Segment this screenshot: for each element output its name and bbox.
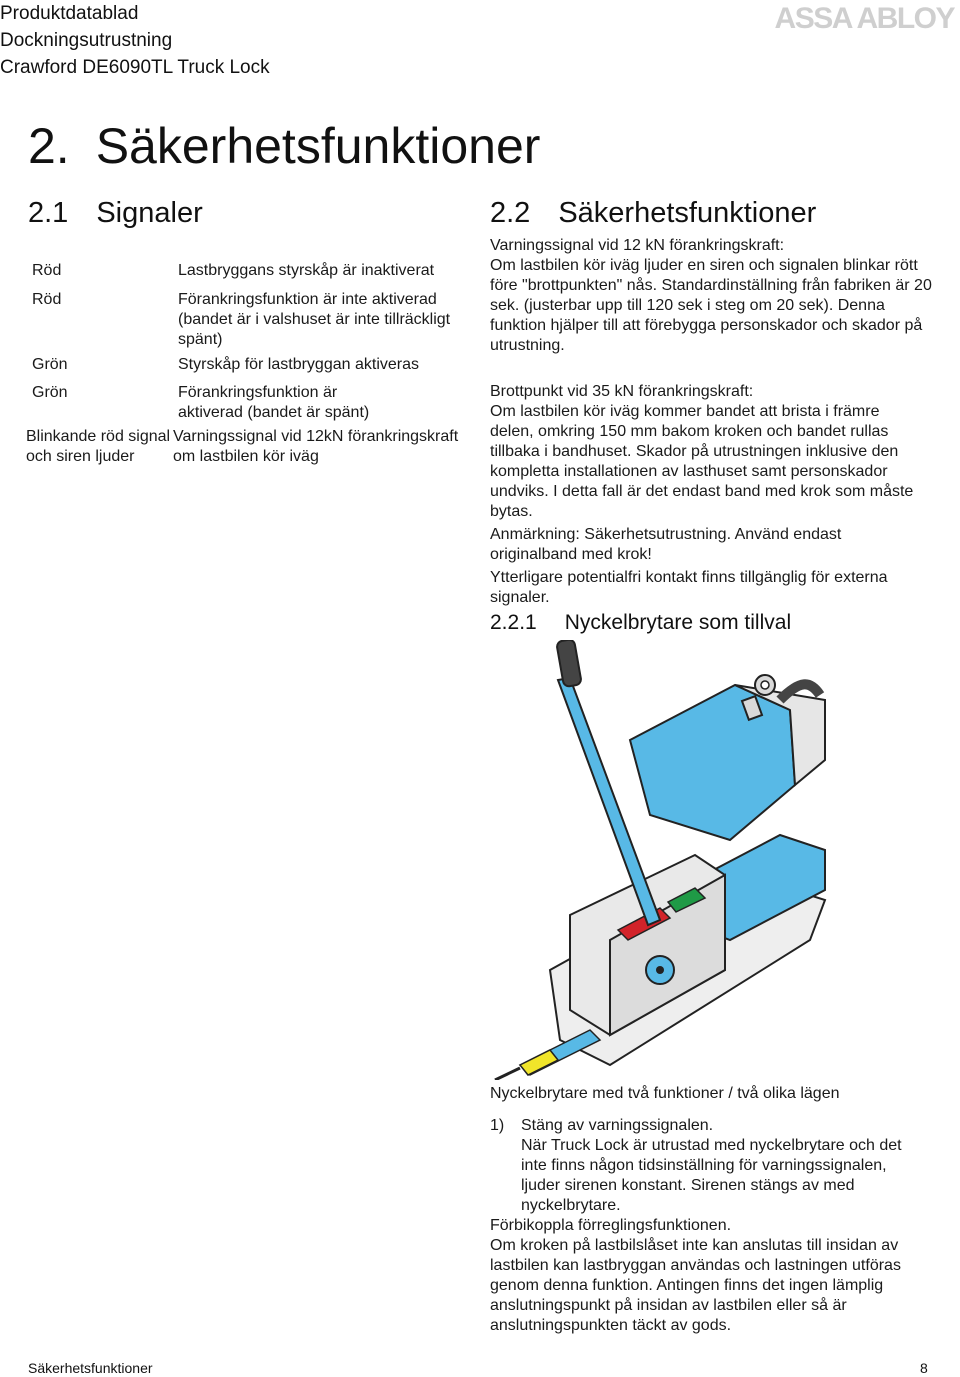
footer-section: Säkerhetsfunktioner xyxy=(28,1360,153,1376)
keyswitch-heading xyxy=(490,610,791,636)
safety-body xyxy=(490,236,938,608)
warning-text: Om lastbilen kör iväg ljuder en siren och signalen blinkar rött före "brottpunkten" nås. Standardinställning från fabriken är 20 sek. (justerbar upp till 120 sek i steg om 20 sek). Denna funktion hjälper till att förebygga personskador och skador på utrustning. xyxy=(490,257,932,354)
safety-number: 2.2 xyxy=(490,197,531,229)
item-title: Stäng av varningssignalen. xyxy=(521,1117,714,1134)
section-title: Säkerhetsfunktioner xyxy=(95,118,541,174)
keyswitch-number: 2.2.1 xyxy=(490,611,537,634)
signal-text: Förankringsfunktion är inte aktiverad (bandet är i valshuset är inte tillräckligt spänt) xyxy=(178,291,451,348)
handle-pole xyxy=(558,678,660,925)
signal-label: Grön xyxy=(32,356,68,373)
keyswitch-body xyxy=(490,1084,938,1336)
signal-label: Blinkande röd signal och siren ljuder xyxy=(26,428,171,465)
warning-title: Varningssignal vid 12 kN förankringskraft: xyxy=(490,237,785,254)
keyswitch-caption: Nyckelbrytare med två funktioner / två olika lägen xyxy=(490,1085,840,1102)
signal-label: Röd xyxy=(32,262,62,279)
signal-label: Grön xyxy=(32,384,68,401)
keyswitch-item-1 xyxy=(490,1116,938,1216)
upper-housing xyxy=(630,685,795,840)
page-title xyxy=(28,118,540,174)
break-title: Brottpunkt vid 35 kN förankringskraft: xyxy=(490,383,754,400)
break-text: Om lastbilen kör iväg kommer bandet att brista i främre delen, omkring 150 mm bakom kroken och bandet rullas tillbaka i bandhuset. Skador på utrustningen inklusive den kompletta installationen av lasthuset samt personskador undviks. I detta fall är det endast band med krok som måste bytas. xyxy=(490,403,914,520)
safety-heading xyxy=(490,196,816,230)
section-number: 2. xyxy=(28,118,70,174)
hook xyxy=(495,1068,520,1080)
signal-text: Lastbryggans styrskåp är inaktiverat xyxy=(178,262,435,279)
signal-label: Röd xyxy=(32,291,62,308)
header-line-1: Produktdatablad xyxy=(0,3,139,24)
signals-title: Signaler xyxy=(96,197,203,229)
truck-lock-illustration xyxy=(480,640,840,1080)
signals-number: 2.1 xyxy=(28,197,69,229)
header-line-3: Crawford DE6090TL Truck Lock xyxy=(0,57,270,78)
safety-extra: Ytterligare potentialfri kontakt finns tillgänglig för externa signaler. xyxy=(490,569,888,606)
footer-page-number: 8 xyxy=(920,1360,928,1376)
safety-note: Anmärkning: Säkerhetsutrustning. Använd endast originalband med krok! xyxy=(490,526,842,563)
item-text: När Truck Lock är utrustad med nyckelbrytare och det inte finns någon tidsinställning för varningssignalen, ljuder sirenen konstant. Sirenen stängs av med nyckelbrytare. xyxy=(521,1137,902,1214)
bypass-text: Om kroken på lastbilslåset inte kan anslutas till insidan av lastbilen kan lastbryggan användas och lastningen utföras genom denna funktion. Antingen finns det ingen lämplig anslutningspunkt på insidan av lastbilen eller så är anslutningspunkten täckt av gods. xyxy=(490,1237,901,1334)
signal-text: Styrskåp för lastbryggan aktiveras xyxy=(178,356,419,373)
brand-logo: ASSA ABLOY xyxy=(774,2,954,35)
safety-title: Säkerhetsfunktioner xyxy=(558,197,817,229)
header-line-2: Dockningsutrustning xyxy=(0,30,173,51)
signal-text: Varningssignal vid 12kN förankringskraft om lastbilen kör iväg xyxy=(173,428,459,465)
document-header xyxy=(0,0,270,81)
signals-heading xyxy=(28,196,203,230)
bypass-title: Förbikoppla förreglingsfunktionen. xyxy=(490,1217,732,1234)
signal-text: Förankringsfunktion är aktiverad (bandet är spänt) xyxy=(178,384,370,421)
keyswitch-title: Nyckelbrytare som tillval xyxy=(564,611,792,634)
item-number: 1) xyxy=(490,1117,505,1134)
